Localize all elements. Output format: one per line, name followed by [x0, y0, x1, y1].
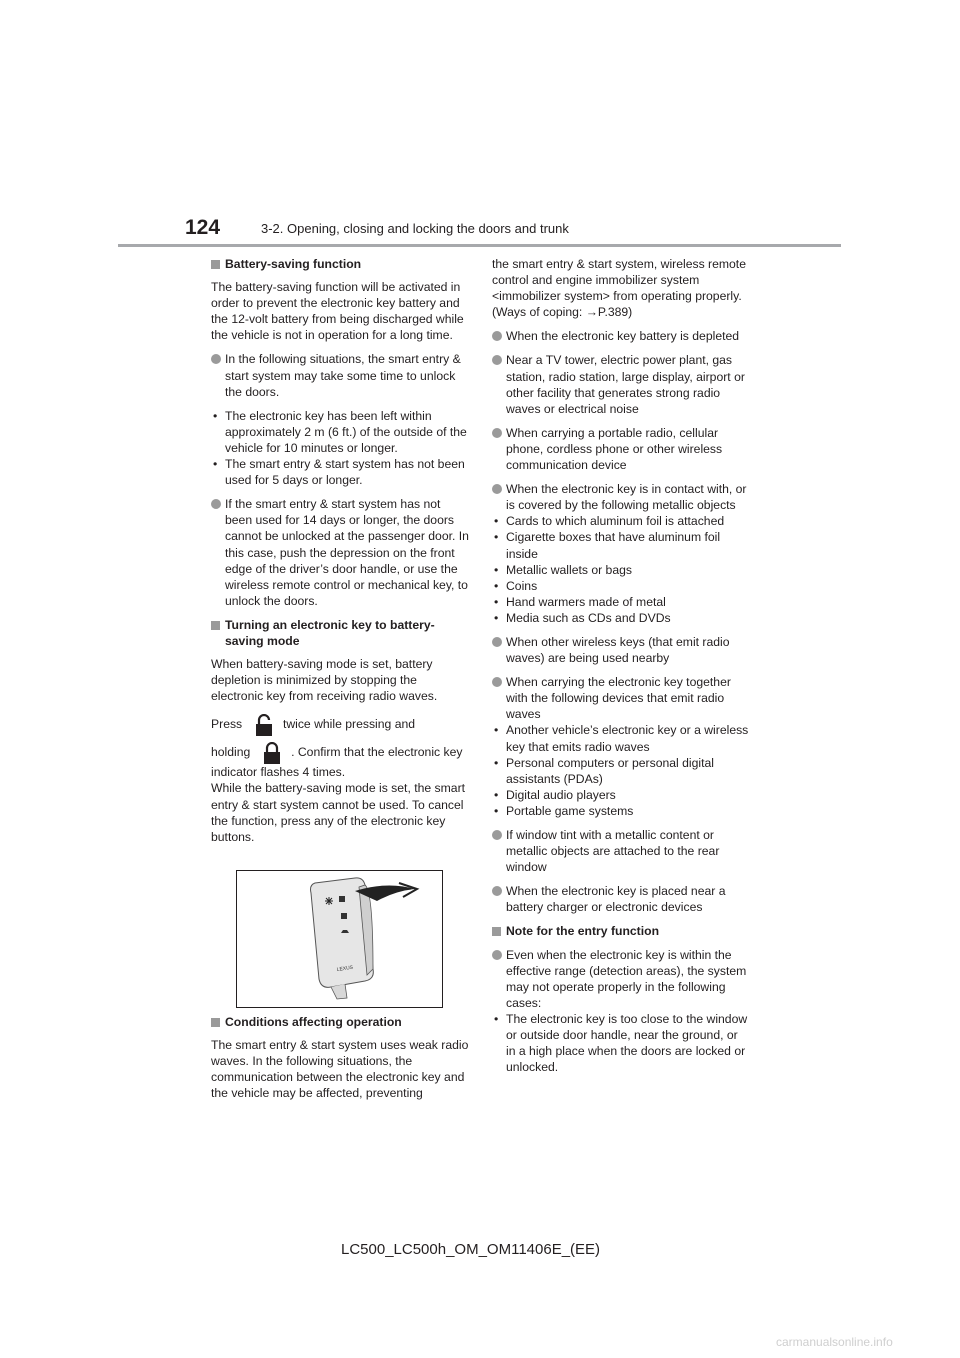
paragraph: The smart entry & start system uses weak radio waves. In the following situations, the communication between the electronic key and the vehicle may be affected, preventing [211, 1038, 469, 1101]
instruction-text: twice while pressing and [282, 717, 416, 732]
lock-button-icon [246, 714, 280, 736]
key-brand-text: LEXUS [336, 964, 354, 973]
bullet-item [492, 425, 750, 473]
right-column [492, 256, 750, 1075]
bullet-item [492, 883, 750, 915]
left-column-bottom [211, 1014, 469, 1101]
sub-bullet: • Media such as CDs and DVDs [492, 610, 750, 626]
sub-bullet: • Cigarette boxes that have aluminum foil inside [492, 529, 750, 561]
heading-conditions: Conditions affecting operation [211, 1014, 469, 1030]
bullet-text: When other wireless keys (that emit radio waves) are being used nearby [506, 634, 730, 666]
left-column [211, 256, 469, 845]
header-rule [118, 244, 841, 247]
sub-bullet: • The electronic key is too close to the window or outside door handle, near the ground, or in a high place when the doors are locked or unlocked. [492, 1011, 750, 1075]
sub-bullet: • Another vehicle’s electronic key or a wireless key that emits radio waves [492, 722, 750, 754]
paragraph: the smart entry & start system, wireless remote control and engine immobilizer system <immobilizer system> from operating properly. (Ways of coping: →P.389) [492, 257, 746, 320]
bullet-item [211, 496, 469, 609]
bullet-item [492, 674, 750, 722]
bullet-text: When carrying a portable radio, cellular phone, cordless phone or other wireless communication device [506, 425, 723, 473]
bullet-text: When the electronic key battery is depleted [506, 329, 740, 344]
bullet-text: When carrying the electronic key together with the following devices that emit radio waves [506, 675, 731, 722]
bullet-item [211, 351, 469, 399]
footer-code: LC500_LC500h_OM_OM11406E_(EE) [341, 1241, 601, 1258]
electronic-key-illustration [236, 870, 443, 1008]
instruction-text: Press [211, 717, 243, 732]
bullet-item [492, 947, 750, 1011]
sub-bullet: • Hand warmers made of metal [492, 594, 750, 610]
bullet-item [492, 481, 750, 513]
heading-battery-saving: Battery-saving function [211, 256, 469, 272]
bullet-text: Even when the electronic key is within the effective range (detection areas), the system may not operate properly in the following cases: [506, 947, 747, 1010]
bullet-text: If window tint with a metallic content or metallic objects are attached to the rear window [506, 828, 720, 875]
sub-bullet: • Portable game systems [492, 803, 750, 819]
bullet-text: If the smart entry & start system has not been used for 14 days or longer, the doors cannot be unlocked at the passenger door. In this case, push the depression on the front edge of the driver’s door handle, or use the wireless remote control or mechanical key, to unlock the doors. [225, 497, 469, 608]
instruction-text: . Confirm that the electronic key indicator flashes 4 times. [211, 745, 463, 780]
sub-bullet: • Cards to which aluminum foil is attached [492, 513, 750, 529]
bullet-text: Near a TV tower, electric power plant, gas station, radio station, large display, airport or other facility that generates strong radio waves or electrical noise [506, 353, 745, 416]
sub-bullet: • The electronic key has been left within approximately 2 m (6 ft.) of the outside of the vehicle for 10 minutes or longer. [211, 408, 469, 456]
instruction-paragraph [211, 742, 469, 780]
sub-bullet: • Metallic wallets or bags [492, 562, 750, 578]
bullet-text: When the electronic key is in contact with, or is covered by the following metallic objects [506, 482, 747, 513]
instruction-text: holding [211, 745, 251, 760]
bullet-item [492, 827, 750, 875]
bullet-text: When the electronic key is placed near a battery charger or electronic devices [506, 884, 726, 915]
paragraph: While the battery-saving mode is set, the smart entry & start system cannot be used. To cancel the function, press any of the electronic key buttons. [211, 781, 466, 844]
page-number: 124 [185, 216, 221, 239]
paragraph: When battery-saving mode is set, battery depletion is minimized by stopping the electronic key from receiving radio waves. [211, 657, 438, 704]
unlock-button-icon [254, 742, 288, 764]
sub-bullet: • The smart entry & start system has not been used for 5 days or longer. [211, 456, 469, 488]
bullet-item [492, 328, 750, 344]
heading-battery-saving-mode: Turning an electronic key to battery-saving mode [211, 617, 469, 649]
sub-bullet: • Personal computers or personal digital assistants (PDAs) [492, 755, 750, 787]
bullet-text: In the following situations, the smart entry & start system may take some time to unlock the doors. [225, 352, 461, 399]
sub-bullet: • Coins [492, 578, 750, 594]
sub-bullet: • Digital audio players [492, 787, 750, 803]
heading-entry-function: Note for the entry function [492, 923, 750, 939]
section-title: 3-2. Opening, closing and locking the doors and trunk [261, 221, 569, 236]
watermark: carmanualsonline.info [776, 1335, 893, 1349]
paragraph: The battery-saving function will be activated in order to prevent the electronic key battery and the 12-volt battery from being discharged while the vehicle is not in operation for a long time. [211, 280, 464, 343]
bullet-item [492, 352, 750, 416]
bullet-item [492, 634, 750, 666]
instruction-paragraph [211, 714, 469, 736]
